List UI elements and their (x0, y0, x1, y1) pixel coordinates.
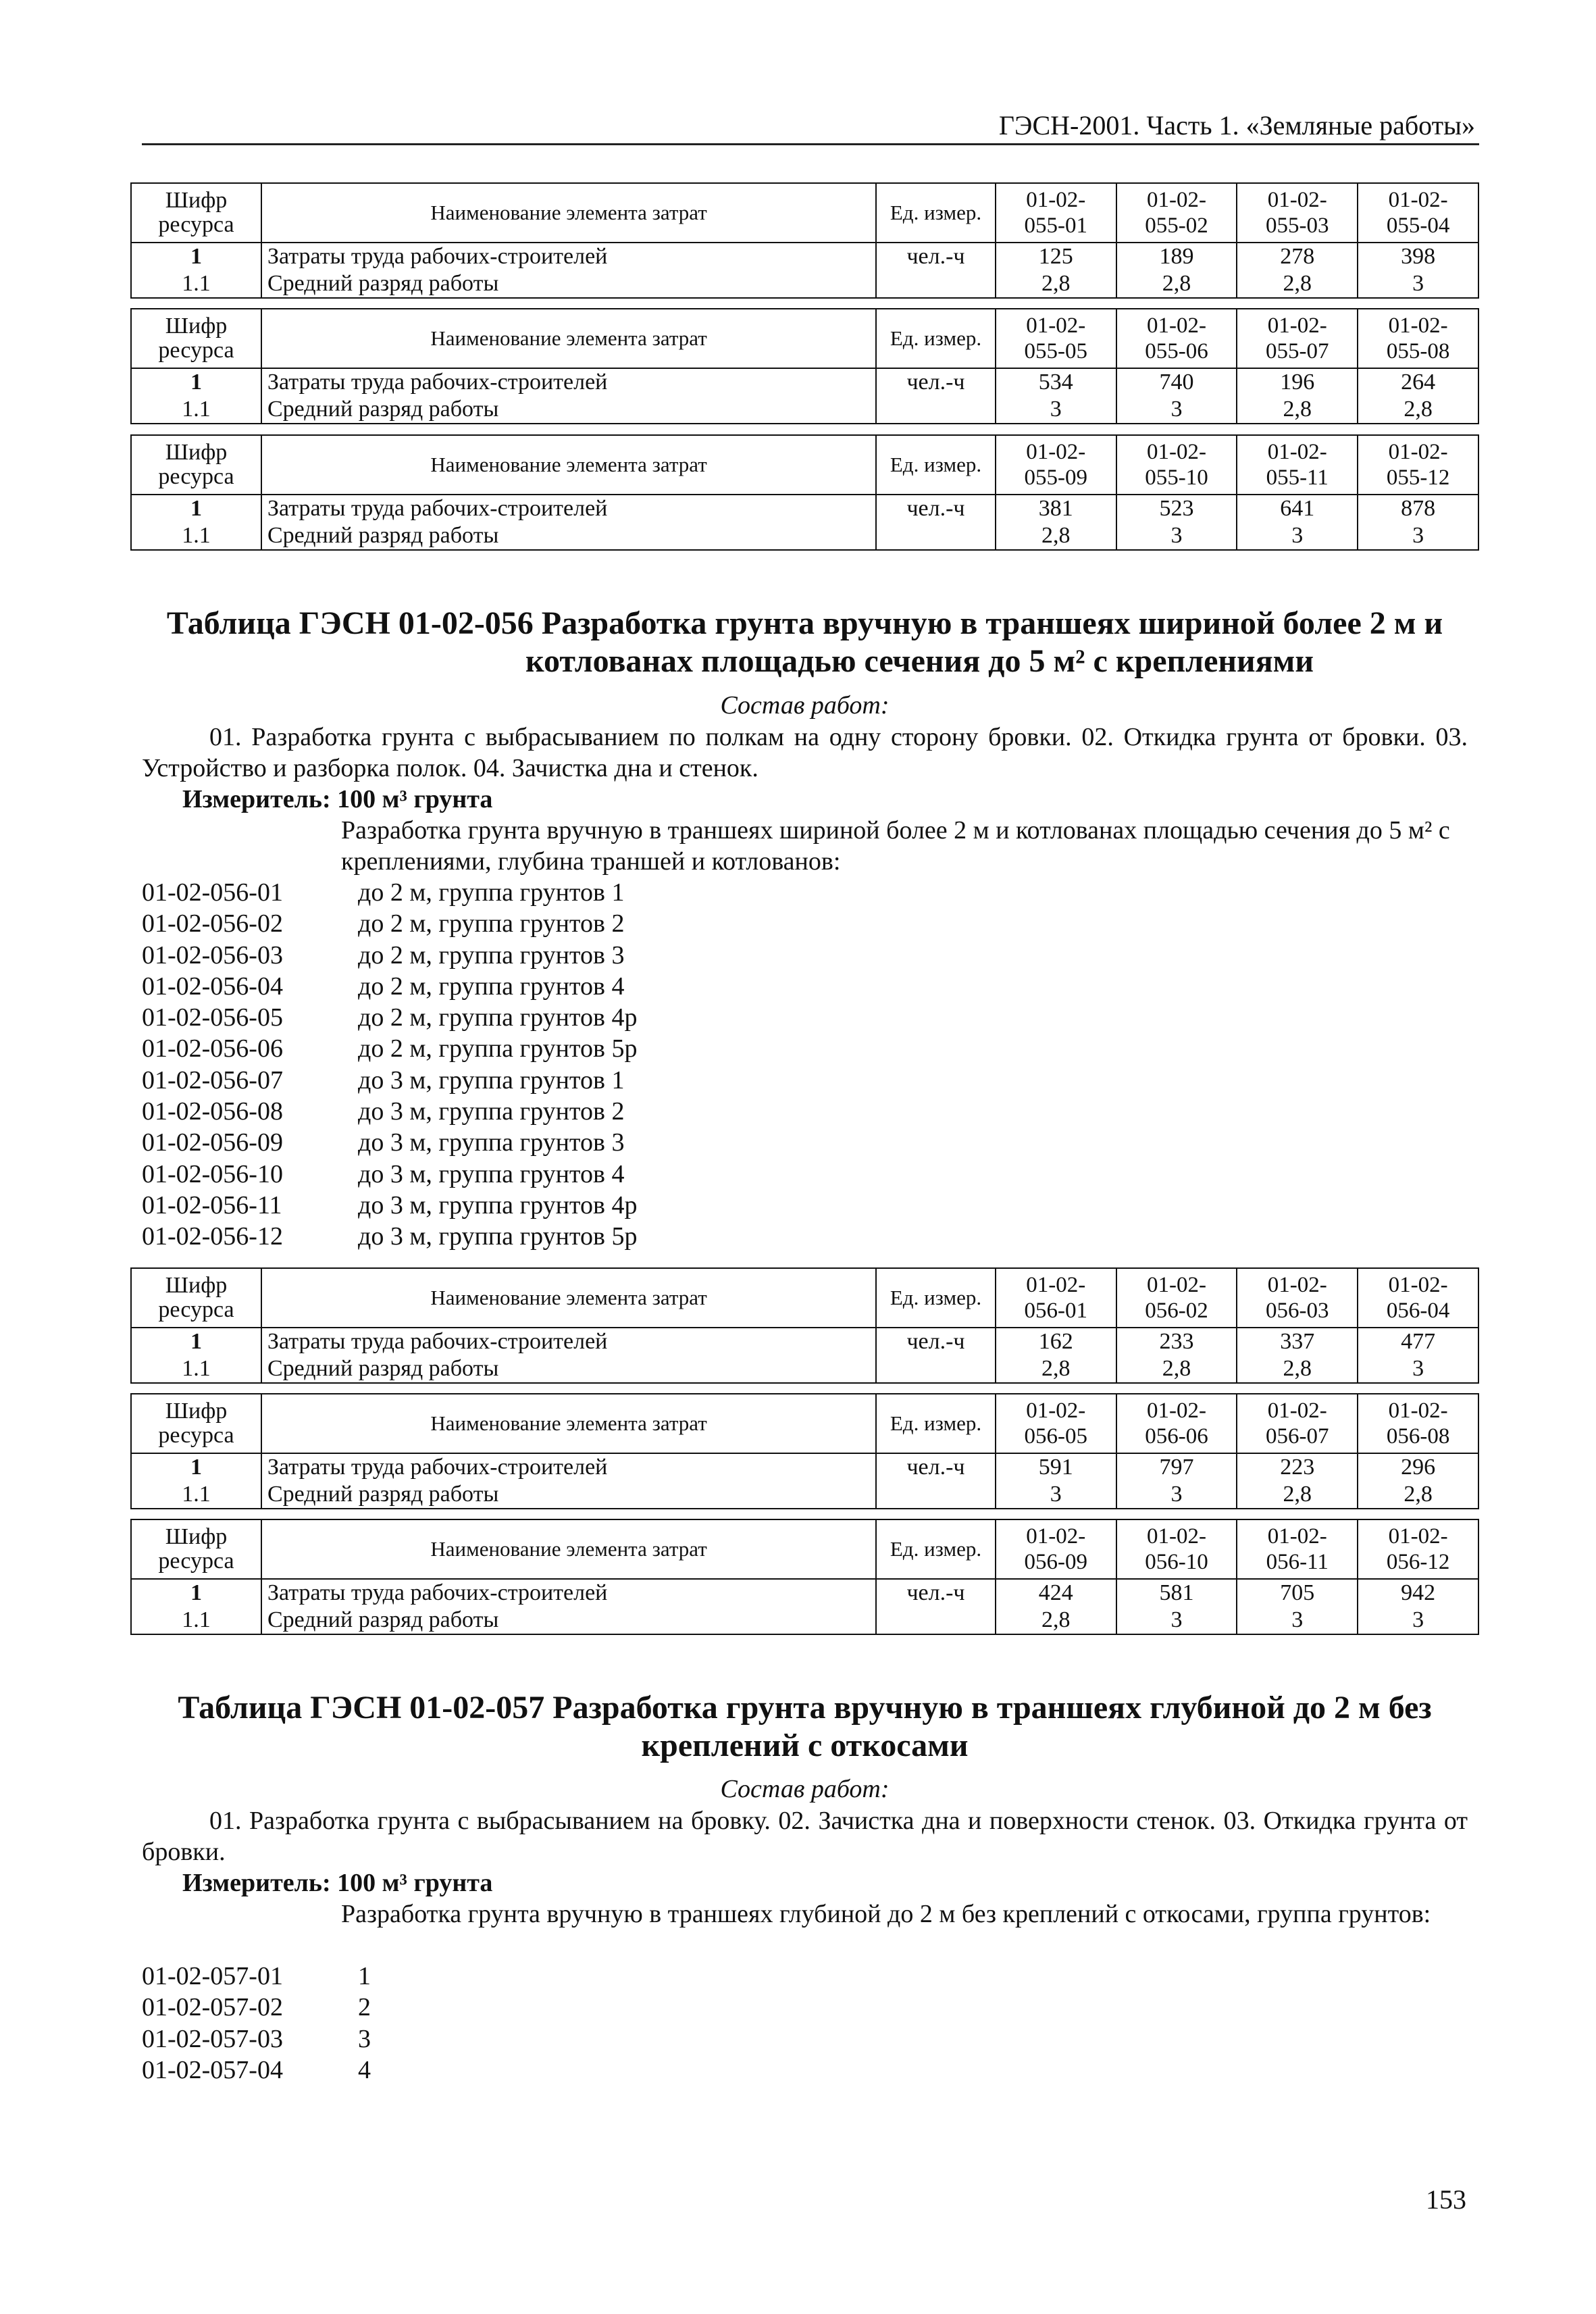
header-norm-code-part: 01-02- (1026, 1399, 1086, 1423)
header-code-line: Шифр (165, 1273, 228, 1298)
list-item-code: 01-02-056-07 (142, 1065, 283, 1095)
list-item (142, 940, 637, 971)
header-unit-cell: Ед. измер. (876, 309, 996, 368)
row-value-cell: 3 (1237, 522, 1358, 550)
row-unit-cell: чел.-ч (876, 1453, 996, 1481)
list-item-text: до 2 м, группа грунтов 5р (358, 1034, 638, 1063)
row-value-cell: 2,8 (1237, 270, 1358, 298)
header-norm-code-cell (996, 1519, 1116, 1579)
row-value-cell: 2,8 (1237, 1355, 1358, 1383)
list-item (142, 2055, 371, 2086)
header-norm-code-cell (1237, 435, 1358, 495)
header-norm-code-cell (1358, 1268, 1478, 1328)
row-value-cell: 641 (1237, 495, 1358, 522)
header-norm-code-part: 01-02- (1267, 313, 1327, 338)
norm-table-055-a (130, 182, 1479, 299)
list-item (142, 1159, 637, 1190)
row-code-cell: 1.1 (131, 1355, 261, 1383)
header-norm-code-cell (1358, 1519, 1478, 1579)
header-name-cell: Наименование элемента затрат (261, 309, 876, 368)
header-norm-code-part: 01-02- (1267, 1399, 1327, 1423)
row-unit-cell (876, 1355, 996, 1383)
row-value-cell: 534 (996, 368, 1116, 396)
row-unit-cell: чел.-ч (876, 243, 996, 270)
row-value-cell: 296 (1358, 1453, 1478, 1481)
header-norm-code-cell (996, 1268, 1116, 1328)
table-row (131, 1481, 1478, 1509)
header-norm-code-part: 055-02 (1145, 213, 1208, 238)
header-code-line: ресурса (158, 212, 234, 237)
header-name-cell: Наименование элемента затрат (261, 1519, 876, 1579)
header-norm-code-part: 056-03 (1266, 1299, 1329, 1323)
section-057-list (142, 1961, 371, 2086)
section-057-intro: Разработка грунта вручную в траншеях глубиной до 2 м без креплений с откосами, группа грунтов: (341, 1900, 1431, 1928)
section-057-sostav: Состав работ: (720, 1775, 890, 1803)
table-row (131, 1328, 1478, 1355)
header-code-line: ресурса (158, 338, 234, 363)
row-value-cell: 278 (1237, 243, 1358, 270)
row-value-cell: 2,8 (996, 1355, 1116, 1383)
header-norm-code-part: 01-02- (1388, 313, 1448, 338)
row-value-cell: 477 (1358, 1328, 1478, 1355)
row-name-cell: Затраты труда рабочих-строителей (261, 1328, 876, 1355)
row-value-cell: 2,8 (1116, 270, 1237, 298)
table-row (131, 243, 1478, 270)
row-name-cell: Затраты труда рабочих-строителей (261, 1579, 876, 1607)
row-code-cell: 1.1 (131, 1607, 261, 1634)
row-name-cell: Средний разряд работы (261, 1481, 876, 1509)
row-value-cell: 3 (1116, 1607, 1237, 1634)
table-row (131, 522, 1478, 550)
row-name-cell: Затраты труда рабочих-строителей (261, 368, 876, 396)
header-norm-code-part: 056-06 (1145, 1424, 1208, 1449)
running-header-text: ГЭСН-2001. Часть 1. «Земляные работы» (998, 110, 1475, 141)
header-norm-code-part: 01-02- (1026, 1524, 1086, 1549)
header-code-cell (131, 183, 261, 243)
row-value-cell: 705 (1237, 1579, 1358, 1607)
row-code-cell: 1 (131, 1579, 261, 1607)
header-norm-code-part: 056-02 (1145, 1299, 1208, 1323)
row-code-cell: 1.1 (131, 396, 261, 424)
header-unit-cell: Ед. измер. (876, 435, 996, 495)
header-norm-code-cell (1237, 1268, 1358, 1328)
row-value-cell: 581 (1116, 1579, 1237, 1607)
list-item-code: 01-02-057-03 (142, 2024, 283, 2053)
list-item (142, 1190, 637, 1221)
list-item-text: 4 (358, 2055, 371, 2084)
row-value-cell: 942 (1358, 1579, 1478, 1607)
header-norm-code-part: 01-02- (1026, 1273, 1086, 1297)
header-code-line: ресурса (158, 1423, 234, 1448)
header-norm-code-part: 01-02- (1147, 313, 1206, 338)
list-item-code: 01-02-056-11 (142, 1190, 282, 1219)
norm-table-055-b (130, 308, 1479, 424)
header-norm-code-part: 055-03 (1266, 213, 1329, 238)
header-code-cell (131, 1519, 261, 1579)
header-norm-code-cell (1116, 1268, 1237, 1328)
section-056-meter: Измеритель: 100 м³ грунта (182, 785, 493, 813)
table-row (131, 495, 1478, 522)
list-item-code: 01-02-056-09 (142, 1128, 283, 1157)
list-item-text: до 2 м, группа грунтов 1 (358, 878, 625, 907)
row-value-cell: 3 (996, 1481, 1116, 1509)
list-item-code: 01-02-056-12 (142, 1222, 283, 1251)
header-norm-code-part: 01-02- (1026, 313, 1086, 338)
list-item-code: 01-02-056-10 (142, 1159, 283, 1188)
list-item-code: 01-02-056-06 (142, 1034, 283, 1063)
section-title-057 (130, 1689, 1479, 1765)
row-unit-cell: чел.-ч (876, 368, 996, 396)
header-norm-code-part: 01-02- (1388, 188, 1448, 212)
section-title-057-line2: креплений с откосами (641, 1728, 969, 1763)
section-057-works: 01. Разработка грунта с выбрасыванием на бровку. 02. Зачистка дна и поверхности стенок. 03. Откидка грунта от бровки. (142, 1807, 1468, 1866)
header-code-line: Шифр (165, 1524, 228, 1549)
table-row (131, 1355, 1478, 1383)
header-norm-code-part: 056-08 (1386, 1424, 1450, 1449)
row-value-cell: 3 (1116, 522, 1237, 550)
header-code-line: Шифр (165, 440, 228, 465)
header-norm-code-part: 056-11 (1266, 1550, 1329, 1574)
header-norm-code-part: 01-02- (1267, 188, 1327, 212)
header-norm-code-part: 01-02- (1147, 1524, 1206, 1549)
section-056-list (142, 877, 637, 1253)
header-norm-code-part: 056-01 (1024, 1299, 1087, 1323)
list-item-code: 01-02-056-01 (142, 878, 283, 907)
list-item (142, 1096, 637, 1127)
row-value-cell: 264 (1358, 368, 1478, 396)
row-value-cell: 2,8 (1358, 1481, 1478, 1509)
header-norm-code-cell (1237, 309, 1358, 368)
table-row (131, 1453, 1478, 1481)
header-norm-code-part: 056-04 (1386, 1299, 1450, 1323)
header-code-line: ресурса (158, 464, 234, 489)
row-unit-cell (876, 1607, 996, 1634)
header-norm-code-part: 056-05 (1024, 1424, 1087, 1449)
header-norm-code-part: 01-02- (1267, 440, 1327, 464)
section-056-works: 01. Разработка грунта с выбрасыванием по полкам на одну сторону бровки. 02. Откидка грунта от бровки. 03. Устройство и разборка полок. 04. Зачистка дна и стенок. (142, 723, 1468, 782)
row-value-cell: 2,8 (1237, 396, 1358, 424)
row-unit-cell (876, 396, 996, 424)
row-unit-cell: чел.-ч (876, 1579, 996, 1607)
list-item (142, 877, 637, 908)
row-value-cell: 2,8 (996, 1607, 1116, 1634)
section-056-intro: Разработка грунта вручную в траншеях шириной более 2 м и котлованах площадью сечения до 5 м² с креплениями, глубина траншей и котлованов: (341, 816, 1450, 876)
list-item (142, 1065, 637, 1096)
list-item-code: 01-02-057-04 (142, 2055, 283, 2084)
header-code-cell (131, 1268, 261, 1328)
header-unit-cell: Ед. измер. (876, 1519, 996, 1579)
row-unit-cell: чел.-ч (876, 1328, 996, 1355)
norm-table-055-c (130, 434, 1479, 551)
header-name-cell: Наименование элемента затрат (261, 435, 876, 495)
row-name-cell: Средний разряд работы (261, 1607, 876, 1634)
row-value-cell: 3 (996, 396, 1116, 424)
list-item (142, 1002, 637, 1033)
header-code-cell (131, 309, 261, 368)
row-value-cell: 3 (1358, 1355, 1478, 1383)
header-norm-code-part: 01-02- (1388, 1399, 1448, 1423)
row-value-cell: 2,8 (1116, 1355, 1237, 1383)
header-norm-code-cell (1358, 309, 1478, 368)
list-item (142, 1961, 371, 1992)
header-norm-code-part: 055-01 (1024, 213, 1087, 238)
row-value-cell: 2,8 (996, 270, 1116, 298)
row-value-cell: 2,8 (1237, 1481, 1358, 1509)
header-norm-code-part: 01-02- (1267, 1273, 1327, 1297)
header-unit-cell: Ед. измер. (876, 183, 996, 243)
header-norm-code-part: 01-02- (1388, 440, 1448, 464)
row-value-cell: 740 (1116, 368, 1237, 396)
header-norm-code-cell (996, 435, 1116, 495)
table-row (131, 270, 1478, 298)
row-value-cell: 3 (1358, 270, 1478, 298)
row-name-cell: Затраты труда рабочих-строителей (261, 243, 876, 270)
row-unit-cell (876, 270, 996, 298)
row-name-cell: Средний разряд работы (261, 522, 876, 550)
list-item-code: 01-02-057-02 (142, 1993, 283, 2022)
list-item-text: до 3 м, группа грунтов 3 (358, 1128, 625, 1157)
row-value-cell: 2,8 (1358, 396, 1478, 424)
list-item-text: до 2 м, группа грунтов 3 (358, 940, 625, 970)
header-norm-code-part: 055-06 (1145, 339, 1208, 363)
header-norm-code-part: 01-02- (1147, 1399, 1206, 1423)
row-code-cell: 1.1 (131, 270, 261, 298)
header-norm-code-part: 056-07 (1266, 1424, 1329, 1449)
list-item-text: 1 (358, 1962, 371, 1990)
header-norm-code-part: 01-02- (1147, 188, 1206, 212)
list-item-text: до 3 м, группа грунтов 1 (358, 1065, 625, 1095)
header-norm-code-cell (1358, 1394, 1478, 1453)
header-name-cell: Наименование элемента затрат (261, 1268, 876, 1328)
header-unit-cell: Ед. измер. (876, 1394, 996, 1453)
row-unit-cell (876, 1481, 996, 1509)
list-item-text: до 3 м, группа грунтов 5р (358, 1222, 638, 1251)
list-item-text: до 3 м, группа грунтов 2 (358, 1097, 625, 1126)
header-norm-code-part: 01-02- (1026, 188, 1086, 212)
header-code-line: Шифр (165, 188, 228, 213)
section-title-056 (130, 605, 1479, 680)
row-name-cell: Средний разряд работы (261, 396, 876, 424)
header-code-line: ресурса (158, 1297, 234, 1322)
section-056-sostav: Состав работ: (720, 691, 890, 720)
header-norm-code-cell (1116, 309, 1237, 368)
norm-table-056-a (130, 1267, 1479, 1384)
row-code-cell: 1.1 (131, 1481, 261, 1509)
header-norm-code-cell (1116, 435, 1237, 495)
header-norm-code-part: 01-02- (1388, 1524, 1448, 1549)
header-norm-code-cell (1237, 183, 1358, 243)
row-value-cell: 381 (996, 495, 1116, 522)
row-code-cell: 1 (131, 495, 261, 522)
row-value-cell: 2,8 (996, 522, 1116, 550)
list-item-text: 3 (358, 2024, 371, 2053)
header-norm-code-part: 056-12 (1386, 1550, 1450, 1574)
list-item-code: 01-02-057-01 (142, 1962, 283, 1990)
header-code-line: Шифр (165, 313, 228, 338)
header-unit-cell: Ед. измер. (876, 1268, 996, 1328)
table-row (131, 1579, 1478, 1607)
header-norm-code-part: 055-09 (1024, 466, 1087, 490)
header-code-cell (131, 1394, 261, 1453)
row-value-cell: 3 (1358, 1607, 1478, 1634)
row-value-cell: 3 (1237, 1607, 1358, 1634)
list-item (142, 908, 637, 939)
header-norm-code-cell (1358, 435, 1478, 495)
row-value-cell: 125 (996, 243, 1116, 270)
header-norm-code-part: 055-10 (1145, 466, 1208, 490)
header-norm-code-part: 01-02- (1388, 1273, 1448, 1297)
list-item-text: 2 (358, 1993, 371, 2022)
row-value-cell: 162 (996, 1328, 1116, 1355)
row-unit-cell (876, 522, 996, 550)
list-item (142, 2023, 371, 2055)
header-norm-code-part: 055-12 (1386, 466, 1450, 490)
header-norm-code-cell (1116, 1394, 1237, 1453)
header-norm-code-cell (1116, 1519, 1237, 1579)
header-norm-code-part: 055-07 (1266, 339, 1329, 363)
header-norm-code-cell (1358, 183, 1478, 243)
header-code-line: Шифр (165, 1399, 228, 1424)
list-item-text: до 2 м, группа грунтов 4 (358, 972, 625, 1001)
running-header (142, 108, 1479, 145)
header-norm-code-cell (1237, 1394, 1358, 1453)
header-norm-code-cell (1116, 183, 1237, 243)
row-value-cell: 591 (996, 1453, 1116, 1481)
header-code-line: ресурса (158, 1549, 234, 1574)
header-norm-code-part: 055-11 (1266, 466, 1329, 490)
row-code-cell: 1 (131, 243, 261, 270)
header-norm-code-part: 01-02- (1267, 1524, 1327, 1549)
row-value-cell: 878 (1358, 495, 1478, 522)
row-value-cell: 233 (1116, 1328, 1237, 1355)
header-norm-code-part: 055-05 (1024, 339, 1087, 363)
row-value-cell: 3 (1358, 522, 1478, 550)
page-number: 153 (1426, 2184, 1466, 2215)
row-code-cell: 1 (131, 1328, 261, 1355)
section-057-meter: Измеритель: 100 м³ грунта (182, 1869, 493, 1897)
row-code-cell: 1.1 (131, 522, 261, 550)
row-value-cell: 223 (1237, 1453, 1358, 1481)
row-value-cell: 424 (996, 1579, 1116, 1607)
row-name-cell: Средний разряд работы (261, 1355, 876, 1383)
list-item-text: до 2 м, группа грунтов 2 (358, 909, 625, 938)
header-norm-code-part: 01-02- (1147, 1273, 1206, 1297)
header-norm-code-part: 056-09 (1024, 1550, 1087, 1574)
section-title-057-line1: Таблица ГЭСН 01-02-057 Разработка грунта вручную в траншеях глубиной до 2 м без (178, 1690, 1432, 1726)
list-item (142, 971, 637, 1002)
table-row (131, 1607, 1478, 1634)
list-item-text: до 2 м, группа грунтов 4р (358, 1003, 638, 1032)
header-norm-code-cell (996, 309, 1116, 368)
header-name-cell: Наименование элемента затрат (261, 183, 876, 243)
header-norm-code-cell (1237, 1519, 1358, 1579)
row-code-cell: 1 (131, 368, 261, 396)
row-value-cell: 3 (1116, 396, 1237, 424)
row-value-cell: 398 (1358, 243, 1478, 270)
list-item (142, 1992, 371, 2023)
list-item (142, 1033, 637, 1064)
list-item-code: 01-02-056-03 (142, 940, 283, 970)
row-value-cell: 523 (1116, 495, 1237, 522)
list-item-code: 01-02-056-05 (142, 1003, 283, 1032)
section-title-056-line1: Таблица ГЭСН 01-02-056 Разработка грунта вручную в траншеях шириной более 2 м и (166, 605, 1443, 641)
list-item-code: 01-02-056-02 (142, 909, 283, 938)
header-code-cell (131, 435, 261, 495)
row-unit-cell: чел.-ч (876, 495, 996, 522)
norm-table-056-c (130, 1519, 1479, 1635)
row-value-cell: 196 (1237, 368, 1358, 396)
norm-table-056-b (130, 1393, 1479, 1509)
row-name-cell: Затраты труда рабочих-строителей (261, 1453, 876, 1481)
header-name-cell: Наименование элемента затрат (261, 1394, 876, 1453)
table-row (131, 368, 1478, 396)
row-value-cell: 3 (1116, 1481, 1237, 1509)
row-value-cell: 337 (1237, 1328, 1358, 1355)
list-item-text: до 3 м, группа грунтов 4р (358, 1190, 638, 1219)
table-row (131, 396, 1478, 424)
header-norm-code-part: 055-04 (1386, 213, 1450, 238)
header-norm-code-part: 056-10 (1145, 1550, 1208, 1574)
row-name-cell: Средний разряд работы (261, 270, 876, 298)
header-norm-code-cell (996, 183, 1116, 243)
list-item (142, 1221, 637, 1252)
row-name-cell: Затраты труда рабочих-строителей (261, 495, 876, 522)
header-norm-code-part: 01-02- (1147, 440, 1206, 464)
header-norm-code-part: 01-02- (1026, 440, 1086, 464)
header-norm-code-cell (996, 1394, 1116, 1453)
list-item-text: до 3 м, группа грунтов 4 (358, 1159, 625, 1188)
section-title-056-line2: котлованах площадью сечения до 5 м² с креплениями (525, 643, 1314, 679)
list-item-code: 01-02-056-08 (142, 1097, 283, 1126)
row-code-cell: 1 (131, 1453, 261, 1481)
list-item (142, 1127, 637, 1158)
list-item-code: 01-02-056-04 (142, 972, 283, 1001)
row-value-cell: 797 (1116, 1453, 1237, 1481)
header-norm-code-part: 055-08 (1386, 339, 1450, 363)
row-value-cell: 189 (1116, 243, 1237, 270)
